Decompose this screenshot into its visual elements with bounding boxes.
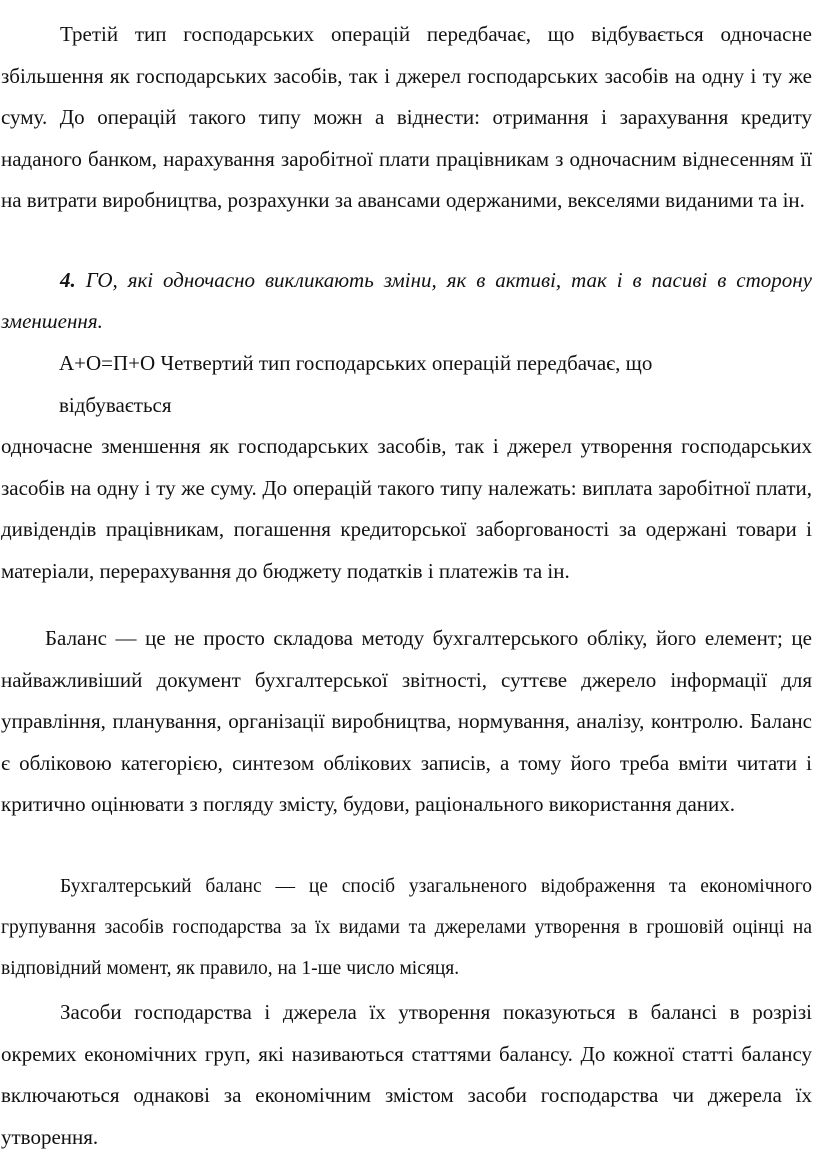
section-4-heading [1, 260, 812, 342]
paragraph-third-type-operations: Третій тип господарських операцій передбачає, що відбувається одночасне збільшення як господарських засобів, так і джерел господарських засобів на одну і ту же суму. До операцій такого типу можн а віднести: отримання і зарахування кредиту наданого банком, нарахування заробітної плати працівникам з одночасним віднесенням її на витрати виробництва, розрахунки за авансами одержаними, векселями виданими та ін. [1, 22, 812, 212]
section-4-number: 4. [60, 268, 76, 292]
paragraph-balance-definition: Баланс — це не просто складова методу бухгалтерського обліку, його елемент; це найважливіший документ бухгалтерської звітності, суттєве джерело інформації для управління, планування, організації виробництва, нормування, аналізу, контролю. Баланс є обліковою категорією, синтезом облікових записів, а тому його треба вміти читати і критично оцінювати з погляду змісту, будови, раціонального використання даних. [1, 626, 812, 816]
paragraph-fourth-type-lead: А+О=П+О Четвертий тип господарських операцій передбачає, що відбувається [59, 351, 653, 417]
paragraph-accounting-balance: Бухгалтерський баланс — це спосіб узагальненого відображення та економічного групування засобів господарства за їх видами та джерелами утворення в грошовій оцінці на відповідний момент, як правило, на 1-ше число місяця. [1, 876, 812, 979]
paragraph-fourth-type-body: одночасне зменшення як господарських засобів, так і джерел утворення господарських засобів на одну і ту же суму. До операцій такого типу належать: виплата заробітної плати, дивідендів працівникам, погашення кредиторської заборгованості за одержані товари і матеріали, перерахування до бюджету податків і платежів та ін. [1, 434, 812, 583]
paragraph-balance-articles: Засоби господарства і джерела їх утворення показуються в балансі в розрізі окремих економічних груп, які називаються статтями балансу. До кожної статті балансу включаються однакові за економічним змістом засоби господарства чи джерела їх утворення. [1, 1000, 812, 1149]
section-4-heading-text: ГО, які одночасно викликають зміни, як в активі, так і в пасиві в сторону зменшення. [1, 268, 813, 333]
